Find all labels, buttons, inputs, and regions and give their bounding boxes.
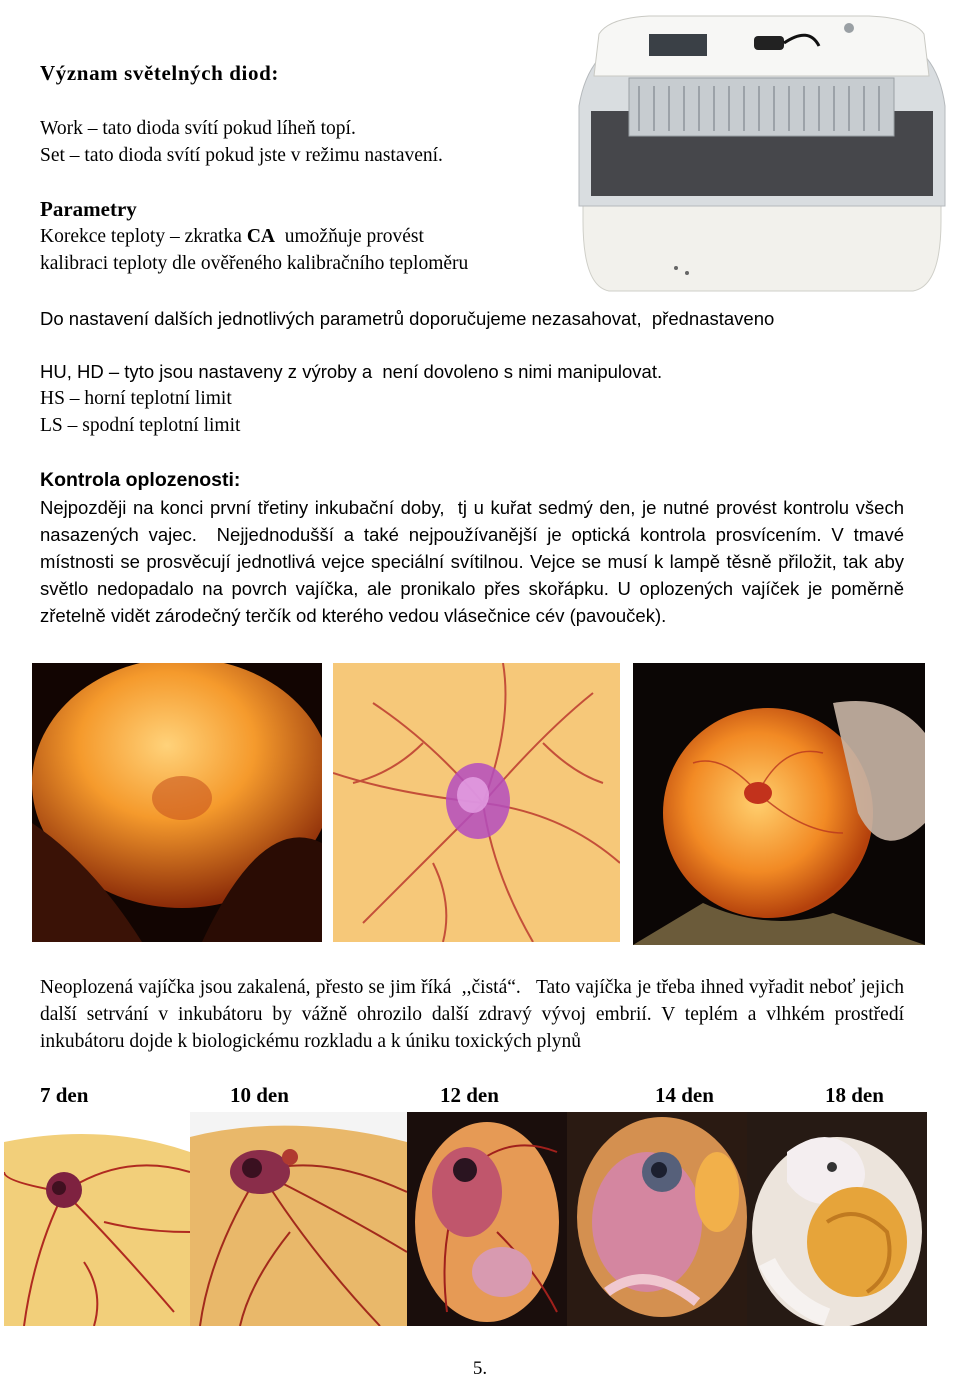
day-label-10: 10 den <box>230 1083 289 1107</box>
embryo-day-12-photo <box>407 1112 567 1326</box>
parameters-advice: Do nastavení dalších jednotlivých parametrů doporučujeme nezasahovat, přednastaveno <box>40 308 775 329</box>
unfertilized-paragraph: Neoplozená vajíčka jsou zakalená, přesto se jim říká ,,čistá“. Tato vajíčka je třeba ihned vyřadit neboť jejich další setrvání v inkubátoru by vážně ohrozilo další zdravý vývoj embrií. V teplém a vlhkém prostředí inkubátoru dojde k biologickému rozkladu a k úniku toxických plynů <box>40 977 909 1052</box>
candled-egg-photo-2 <box>333 663 620 942</box>
hu-hd-text: HU, HD – tyto jsou nastaveny z výroby a není dovoleno s nimi manipulovat. <box>40 361 663 382</box>
candled-egg-photo-1 <box>32 663 322 942</box>
embryo-day-7-photo <box>4 1112 190 1326</box>
calibration-suffix: umožňuje provést <box>275 226 424 247</box>
hs-text: HS – horní teplotní limit <box>40 388 232 409</box>
diode-work-text: Work – tato dioda svítí pokud líheň topí. <box>40 118 356 139</box>
parameters-heading: Parametry <box>40 197 137 221</box>
day-label-14: 14 den <box>655 1083 714 1107</box>
diodes-heading: Význam světelných diod: <box>40 61 279 85</box>
embryo-day-18-photo <box>747 1112 927 1326</box>
day-label-7: 7 den <box>40 1083 89 1107</box>
page-number: 5. <box>472 1358 488 1379</box>
day-label-12: 12 den <box>440 1083 499 1107</box>
embryo-day-10-photo <box>190 1112 407 1326</box>
fertility-paragraph: Nejpozději na konci první třetiny inkubační doby, tj u kuřat sedmý den, je nutné provést kontrolu všech nasazených vajec. Nejjednodušší a také nejpoužívanější je optická kontrola prosvícením. V tmavé místnosti se prosvěcují jednotlivá vejce speciální svítilnou. Vejce se musí k lampě těsně přiložit, tak aby světlo nedopadalo na povrch vajíčka, ale pronikalo přes skořápku. U oplozených vajíček je poměrně zřetelně vidět zárodečný terčík od kterého vedou vlásečnice cév (pavouček). <box>40 497 910 626</box>
calibration-line <box>40 223 424 250</box>
calibration-line-2: kalibraci teploty dle ověřeného kalibračního teploměru <box>40 253 469 274</box>
fertility-heading: Kontrola oplozenosti: <box>40 469 241 491</box>
candled-egg-photo-3 <box>633 663 925 945</box>
ls-text: LS – spodní teplotní limit <box>40 415 241 436</box>
diode-set-text: Set – tato dioda svítí pokud jste v režimu nastavení. <box>40 145 443 166</box>
ca-abbreviation: CA <box>246 226 275 247</box>
incubator-photo <box>569 6 953 298</box>
embryo-day-14-photo <box>567 1112 747 1326</box>
day-label-18: 18 den <box>825 1083 884 1107</box>
calibration-prefix: Korekce teploty – zkratka <box>40 226 247 247</box>
